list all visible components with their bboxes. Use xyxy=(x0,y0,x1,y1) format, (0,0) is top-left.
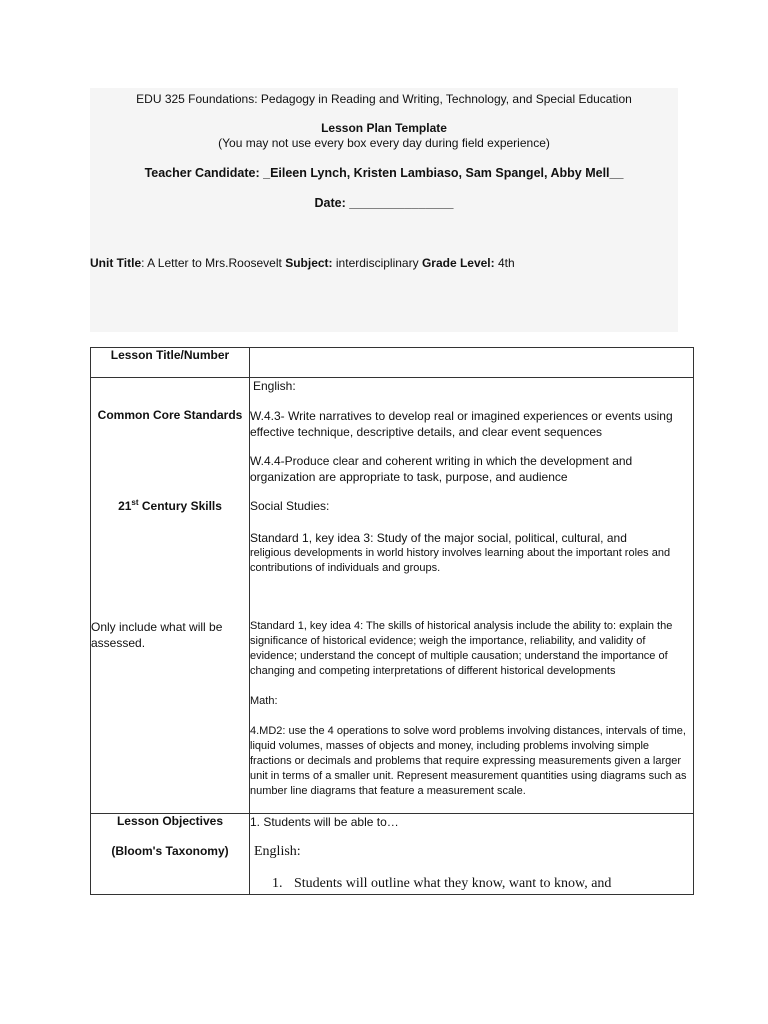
teacher-candidate-line xyxy=(90,166,678,180)
objective-item-number: 1. xyxy=(272,876,283,891)
unit-line xyxy=(90,256,515,270)
table-row xyxy=(91,814,694,895)
template-note: (You may not use every box every day during field experience) xyxy=(218,136,550,150)
header-section xyxy=(90,88,678,332)
objective-item xyxy=(272,876,611,892)
date-value: _______________ xyxy=(349,196,454,210)
course-title: EDU 325 Foundations: Pedagogy in Reading and Writing, Technology, and Special Education xyxy=(136,92,632,106)
subject-label: Subject: xyxy=(285,256,333,270)
21st-century-skills-label xyxy=(91,498,249,513)
english-heading: English: xyxy=(253,379,296,393)
table-row xyxy=(91,348,694,378)
key-idea-3-lead: Standard 1, key idea 3: Study of the major social, political, cultural, and xyxy=(250,531,627,545)
grade-level-value: 4th xyxy=(497,256,515,270)
lesson-plan-table xyxy=(90,347,694,895)
lesson-title-label: Lesson Title/Number xyxy=(110,348,230,362)
candidate-label: Teacher Candidate: xyxy=(144,166,260,180)
objective-item-text: Students will outline what they know, want to know, and xyxy=(294,876,612,891)
21st-suffix: st xyxy=(131,498,139,507)
objectives-label-cell xyxy=(91,814,250,895)
subject-value: interdisciplinary xyxy=(335,256,419,270)
assessed-note: Only include what will be assessed. xyxy=(91,620,223,650)
standard-4md2: 4.MD2: use the 4 operations to solve word problems involving distances, intervals of time, liquid volumes, masses of objects and money, including problems involving simple fractions or decimals and problems that require expressing measurements given a larger unit in terms of a smaller unit. Represent measurement quantities using diagrams such as number line diagrams that feature a measurement scale. xyxy=(250,725,687,797)
lesson-objectives-label: Lesson Objectives xyxy=(116,814,224,828)
date-line xyxy=(90,196,678,210)
blooms-taxonomy-label: (Bloom's Taxonomy) xyxy=(111,844,229,858)
grade-level-label: Grade Level: xyxy=(421,256,495,270)
common-core-label: Common Core Standards xyxy=(97,408,243,422)
unit-title-value: : A Letter to Mrs.Roosevelt xyxy=(141,256,282,270)
lesson-title-label-cell xyxy=(91,348,250,378)
math-heading: Math: xyxy=(250,695,278,707)
standard-key-idea-3 xyxy=(250,530,691,576)
table-row xyxy=(91,378,694,814)
standards-label-cell xyxy=(91,378,250,814)
candidate-value: _Eileen Lynch, Kristen Lambiaso, Sam Spangel, Abby Mell__ xyxy=(263,166,624,180)
date-label: Date: xyxy=(314,196,346,210)
objectives-intro: 1. Students will be able to… xyxy=(250,815,399,829)
21st-number: 21 xyxy=(118,499,132,513)
lesson-title-value-cell[interactable] xyxy=(250,348,694,378)
century-skills-text: Century Skills xyxy=(141,499,222,513)
standard-w44: W.4.4-Produce clear and coherent writing in which the development and organization are appropriate to task, purpose, and audience xyxy=(250,454,633,484)
key-idea-3-rest: religious developments in world history involves learning about the important roles and contributions of individuals and groups. xyxy=(250,547,671,574)
standard-key-idea-4: Standard 1, key idea 4: The skills of historical analysis include the ability to: explain the significance of historical evidence; weigh the importance, reliability, and validity of evidence; understand the concept of multiple causation; understand the importance of changing and competing interpretations of different historical developments xyxy=(250,620,673,677)
objectives-english-heading: English: xyxy=(254,844,301,859)
unit-title-label: Unit Title xyxy=(90,256,142,270)
standard-w43: W.4.3- Write narratives to develop real or imagined experiences or events using effective technique, descriptive details, and clear event sequences xyxy=(250,409,673,439)
template-title: Lesson Plan Template xyxy=(321,121,447,135)
standards-content-cell xyxy=(250,378,694,814)
objectives-content-cell xyxy=(250,814,694,895)
social-studies-heading: Social Studies: xyxy=(250,499,330,513)
